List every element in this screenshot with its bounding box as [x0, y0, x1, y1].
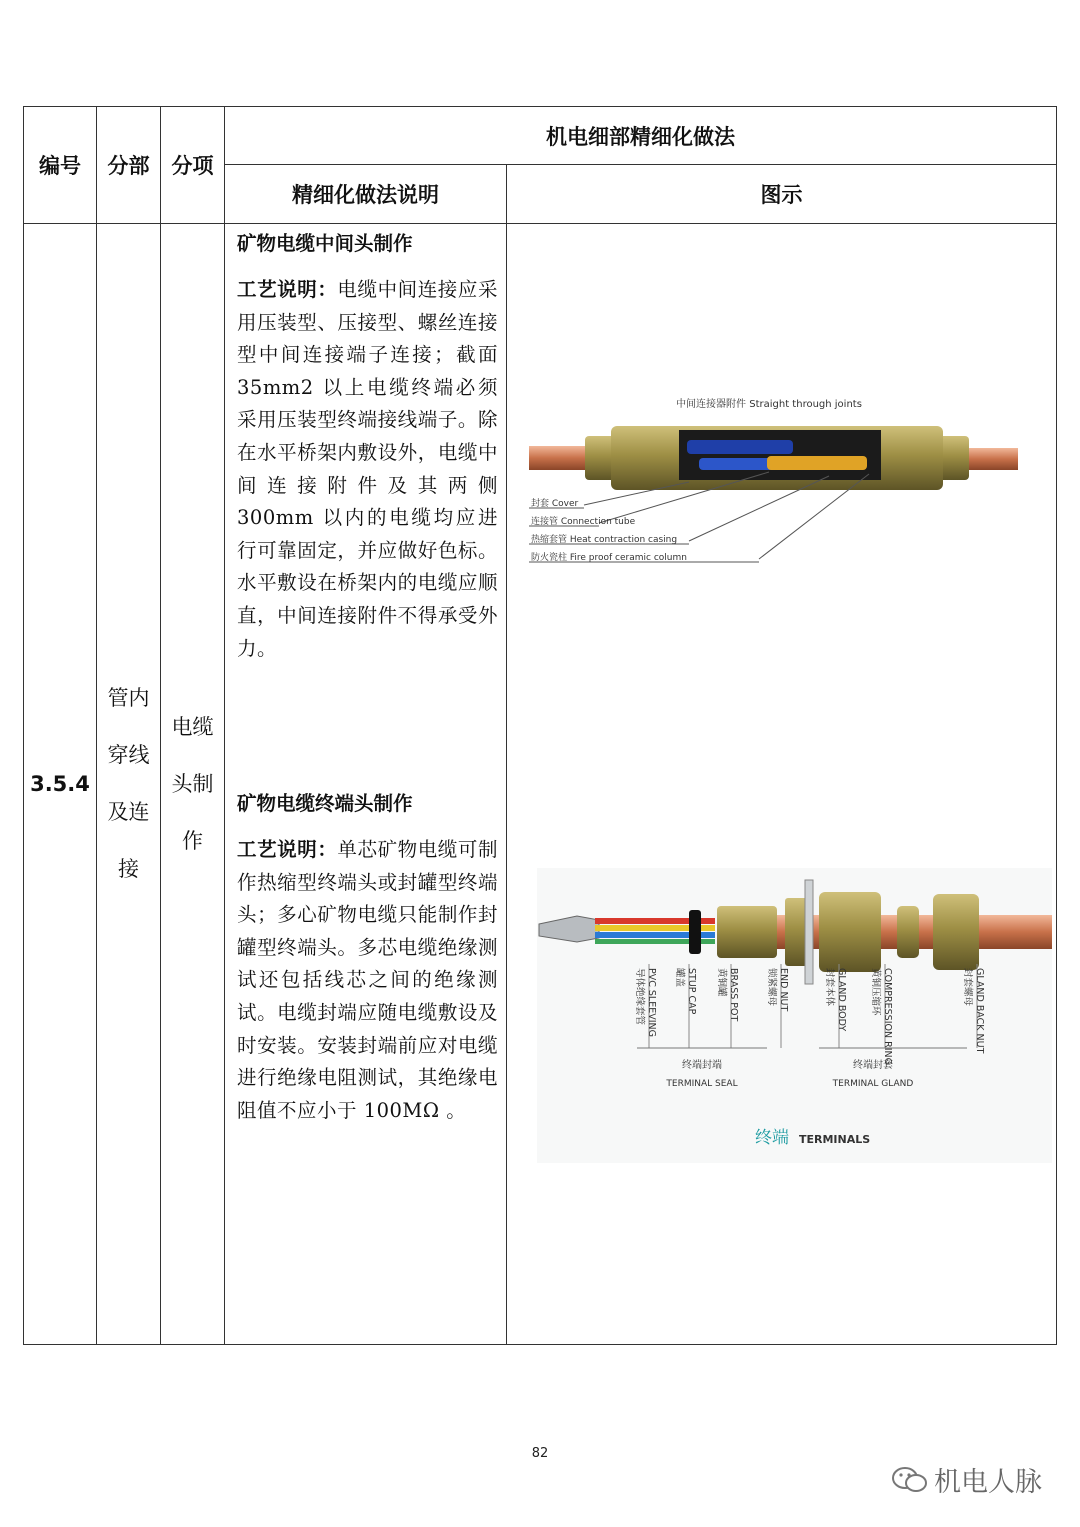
watermark	[890, 1460, 1042, 1499]
joint-label-casing: 热缩套管 Heat contraction casing	[531, 535, 678, 545]
cable-right	[964, 448, 1018, 470]
part-label-cn: 封套螺母	[962, 968, 973, 1007]
section-text: 单芯矿物电缆可制作热缩型终端头或封罐型终端头；多心矿物电缆只能制作封罐型终端头。多芯电缆绝缘测试还包括线芯之间的绝缘测试。电缆封端应随电缆敷设及时安装。安装封端前应对电缆进行绝缘电阻测试，其绝缘电阻值不应小于 100MΩ 。	[237, 838, 498, 1122]
pvc-ring	[689, 910, 701, 954]
division-line: 穿线	[107, 743, 150, 767]
terminal-figure	[537, 868, 1052, 1168]
header-illustration: 图示	[507, 165, 1057, 224]
subitem-cell	[161, 224, 225, 1345]
illustration-cell	[507, 224, 1057, 1345]
joint-label-column: 防火瓷柱 Fire proof ceramic column	[531, 553, 687, 563]
division-line: 接	[118, 857, 139, 881]
joint-title: 中间连接器附件 Straight through joints	[676, 399, 862, 410]
section-label: 工艺说明：	[237, 278, 338, 301]
group-gland-cn: 终端封套	[853, 1060, 893, 1071]
section-title-joint: 矿物电缆中间头制作	[237, 232, 413, 255]
part-label-en: GLAND BACK NUT	[974, 968, 985, 1054]
description-cell	[225, 224, 507, 1345]
section-title-terminal: 矿物电缆终端头制作	[237, 792, 413, 815]
part-label-cn: 黄铜压缩环	[870, 968, 881, 1016]
header-subitem: 分项	[161, 107, 225, 224]
part-label-cn: 导体绝缘套管	[634, 968, 645, 1026]
header-description: 精细化做法说明	[225, 165, 507, 224]
joint-label-tube: 连接管 Connection tube	[531, 517, 636, 527]
part-label-en: END NUT	[778, 968, 789, 1012]
detail-table	[23, 106, 1057, 1345]
division-cell	[97, 224, 161, 1345]
joint-cutaway	[679, 430, 881, 480]
section-label: 工艺说明：	[237, 838, 338, 861]
part-label-en: PVC SLEEVING	[646, 968, 657, 1037]
caption-en: TERMINALS	[799, 1133, 871, 1146]
subitem-line: 作	[182, 828, 203, 853]
conductor-blue	[687, 440, 793, 454]
subitem-line: 头制	[171, 771, 214, 796]
cable-left	[529, 446, 589, 470]
caption-cn: 终端	[755, 1128, 789, 1148]
wechat-icon	[890, 1465, 930, 1495]
nut-right	[939, 436, 969, 480]
division-line: 管内	[107, 686, 150, 710]
header-division: 分部	[97, 107, 161, 224]
group-seal-en: TERMINAL SEAL	[666, 1079, 738, 1089]
part-label-cn: 锁紧螺母	[766, 968, 777, 1007]
section-body-terminal	[237, 834, 498, 1127]
gland-back-nut	[933, 894, 979, 970]
section-text: 电缆中间连接应采用压装型、压接型、螺丝连接型中间连接端子连接；截面 35mm2 以上电缆终端必须采用压装型终端接线端子。除在水平桥架内敷设外，电缆中间连接附件及其两侧 300mm 以内的电缆均应进行可靠固定，并应做好色标。水平敷设在桥架内的电缆应顺直，中间连接附件不得承受外力。	[237, 278, 498, 660]
part-label-cn: 黄铜罐	[716, 968, 727, 997]
part-label-en: STUP CAP	[686, 968, 697, 1015]
compression-ring	[897, 906, 919, 958]
joint-figure	[529, 390, 1049, 590]
division-line: 及连	[107, 800, 150, 824]
item-code: 3.5.4	[24, 224, 97, 1345]
header-group: 机电细部精细化做法	[225, 107, 1057, 165]
group-seal-cn: 终端封端	[682, 1060, 722, 1071]
part-label-cn: 封套本体	[824, 968, 835, 1007]
washer	[805, 880, 813, 984]
brass-pot	[717, 906, 777, 958]
subitem-line: 电缆	[171, 714, 214, 739]
header-code: 编号	[24, 107, 97, 224]
casing-yellow	[767, 456, 867, 470]
part-label-cn: 罐盖	[674, 968, 685, 988]
group-gland-en: TERMINAL GLAND	[832, 1079, 914, 1089]
watermark-text: 机电人脉	[934, 1467, 1042, 1498]
section-body-joint	[237, 274, 498, 665]
joint-label-cover: 封套 Cover	[531, 499, 579, 509]
part-label-en: GLAND BODY	[836, 968, 847, 1032]
part-label-en: BRASS POT	[728, 968, 739, 1022]
end-nut	[785, 898, 807, 966]
nut-left	[585, 436, 615, 480]
gland-body	[819, 892, 881, 972]
part-label-en: COMPRESSION RING	[882, 968, 893, 1065]
page-number: 82	[531, 1446, 549, 1461]
